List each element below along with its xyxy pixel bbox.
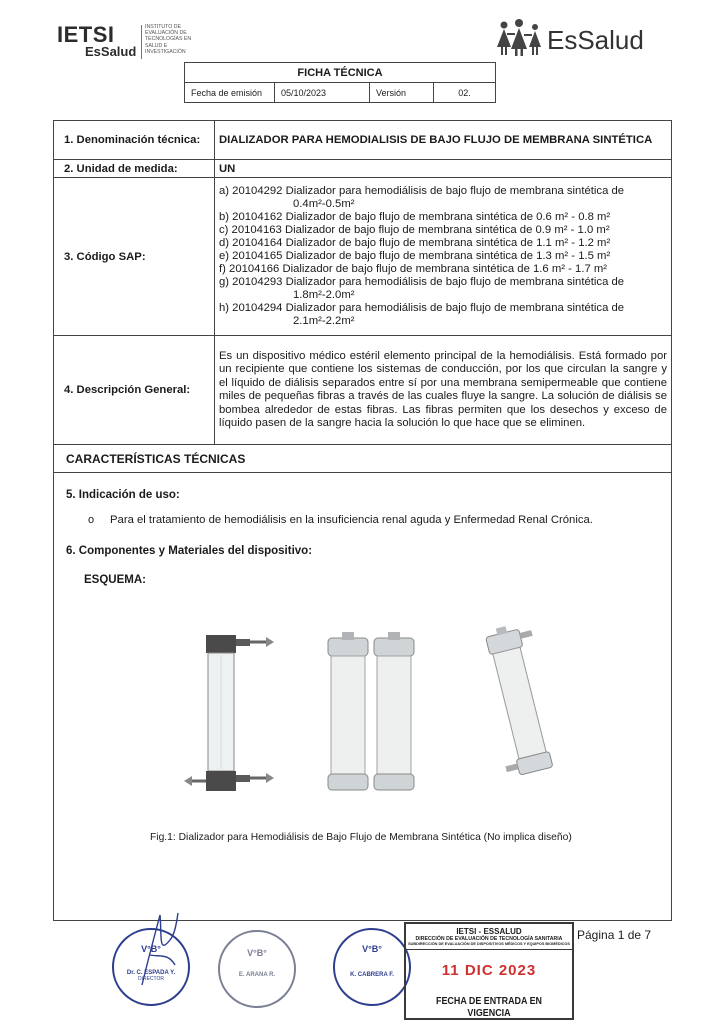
reviewer-seal [218, 930, 296, 1008]
seal-vb: V°B° [362, 944, 382, 954]
denominacion-value: DIALIZADOR PARA HEMODIALISIS DE BAJO FLUJO DE MEMBRANA SINTÉTICA [215, 121, 672, 160]
sap-item: h) 20104294 Dializador para hemodiálisis de bajo flujo de membrana sintética de [219, 302, 625, 314]
essalud-logo-word: EsSalud [547, 25, 644, 55]
emision-label: Fecha de emisión [185, 83, 275, 103]
sap-item: e) 20104165 Dializador de bajo flujo de membrana sintética de 1.3 m² - 1.5 m² [219, 250, 611, 262]
seal-name: Dr. C. ESPADA Y. [126, 970, 176, 976]
ietsi-logo-sub: EsSalud [85, 44, 137, 59]
sap-item: c) 20104163 Dializador de bajo flujo de membrana sintética de 0.9 m² - 1.0 m² [219, 224, 610, 236]
sap-item-range: 1.8m²-2.0m² [293, 289, 355, 301]
stamp-subdireccion: SUBDIRECCIÓN DE EVALUACIÓN DE DISPOSITIVOS MÉDICOS Y EQUIPOS BIOMÉDICOS [406, 942, 572, 950]
sap-label: 3. Código SAP: [54, 178, 215, 336]
stamp-date: 11 DIC 2023 [441, 962, 537, 979]
dialyzer-photo-right [475, 625, 565, 785]
vigencia-stamp [404, 922, 574, 1020]
stamp-direccion: DIRECCIÓN DE EVALUACIÓN DE TECNOLOGÍA SANITARIA [415, 936, 563, 942]
evaluator-seal [333, 928, 411, 1006]
unidad-value: UN [215, 160, 672, 178]
version-label: Versión [370, 83, 434, 103]
indicacion-text: Para el tratamiento de hemodiálisis en la insuficiencia renal aguda y Enfermedad Renal Crónica. [110, 514, 593, 526]
sap-item: b) 20104162 Dializador de bajo flujo de membrana sintética de 0.6 m² - 0.8 m² [219, 211, 611, 223]
descripcion-value: Es un dispositivo médico estéril elemento principal de la hemodiálisis. Está formado por un recipiente que contiene los sistemas de conducción, por los que circulan la sangre y el líquido de diálisis separados entre sí por una membrana semipermeable que contiene miles de pequeñas fibras a través de las cuales fluye la sangre. La solución de diálisis se bombea alrededor de estas fibras. Las fibras permiten que los desechos y exceso de líquido pasen de la sangre hacia la solución lo que hace que se eliminen. [215, 336, 672, 445]
ietsi-logo-word: IETSI [57, 22, 115, 47]
logo-divider [141, 25, 142, 59]
denominacion-label: 1. Denominación técnica: [54, 121, 215, 160]
esquema-heading: ESQUEMA: [84, 574, 146, 586]
sap-item: d) 20104164 Dializador de bajo flujo de membrana sintética de 1.1 m² - 1.2 m² [219, 237, 611, 249]
dialyzer-photo-left [180, 625, 280, 805]
componentes-heading: 6. Componentes y Materiales del dispositivo: [66, 545, 313, 557]
seal-name: K. CABRERA F. [350, 972, 394, 978]
dialyzer-photo-middle [320, 630, 420, 800]
page-number: Página 1 de 7 [577, 928, 652, 942]
seal-vb: V°B° [141, 944, 161, 954]
unidad-label: 2. Unidad de medida: [54, 160, 215, 178]
ietsi-logo-description: INSTITUTO DE EVALUACIÓN DE TECNOLOGÍAS EN SALUD E INVESTIGACIÓN [145, 24, 192, 55]
sap-item: g) 20104293 Dializador para hemodiálisis de bajo flujo de membrana sintética de [219, 276, 625, 288]
spec-table [53, 120, 672, 445]
sap-item: a) 20104292 Dializador para hemodiálisis de bajo flujo de membrana sintética de [219, 185, 625, 197]
seal-vb: V°B° [247, 948, 267, 958]
family-icon [495, 17, 547, 57]
section-divider [53, 472, 672, 473]
handwritten-signature [130, 905, 185, 990]
ietsi-logo [57, 22, 199, 62]
stamp-vigencia-label: FECHA DE ENTRADA EN VIGENCIA [436, 995, 542, 1019]
sap-item: f) 20104166 Dializador de bajo flujo de membrana sintética de 1.6 m² - 1.7 m² [219, 263, 608, 275]
stamp-title: IETSI - ESSALUD [456, 927, 522, 936]
figure-caption: Fig.1: Dializador para Hemodiálisis de Bajo Flujo de Membrana Sintética (No implica diseño) [150, 832, 572, 843]
ficha-tecnica-table [184, 62, 496, 103]
seal-role: DIRECTOR [137, 976, 165, 982]
indicacion-heading: 5. Indicación de uso: [66, 489, 180, 501]
seal-name: E. ARANA R. [238, 972, 276, 978]
emision-value: 05/10/2023 [275, 83, 370, 103]
version-value: 02. [434, 83, 496, 103]
essalud-logo [495, 17, 670, 61]
bullet-marker: o [88, 514, 95, 526]
sap-item-range: 2.1m²-2.2m² [293, 315, 355, 327]
descripcion-label: 4. Descripción General: [54, 336, 215, 445]
sap-item-range: 0.4m²-0.5m² [293, 198, 355, 210]
sap-list [215, 178, 672, 336]
ficha-title: FICHA TÉCNICA [185, 63, 496, 83]
caracteristicas-heading: CARACTERÍSTICAS TÉCNICAS [66, 452, 246, 466]
